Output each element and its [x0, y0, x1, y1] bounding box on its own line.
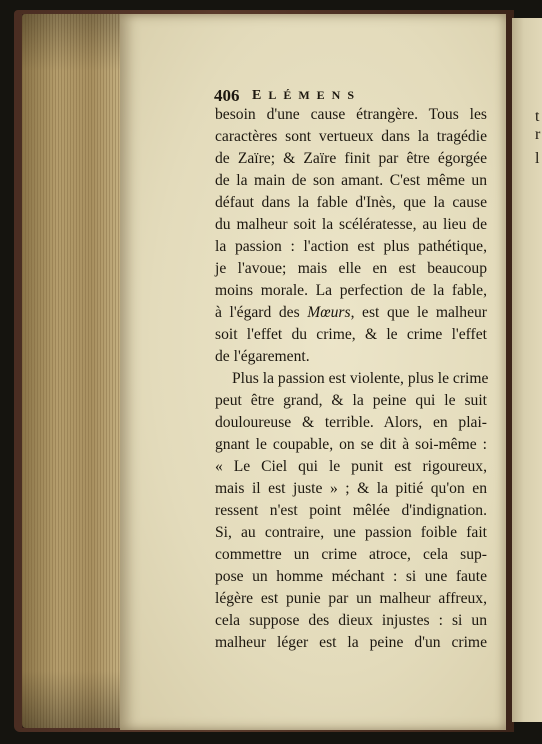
text-line: la passion : l'action est plus pathétique,	[215, 238, 487, 255]
text-line: « Le Ciel qui le punit est rigoureux,	[215, 458, 487, 475]
running-head-rest: LÉMENS	[268, 88, 362, 102]
page-edges	[22, 14, 122, 728]
page-number: 406	[214, 86, 240, 105]
text-line: moins morale. La perfection de la fable,	[215, 282, 487, 299]
text-line: défaut dans la fable d'Inès, que la cause	[215, 194, 487, 211]
text-line: de la main de son amant. C'est même un	[215, 172, 487, 189]
facing-page-glyph: r	[535, 126, 541, 143]
paragraph-first-line: Plus la passion est violente, plus le crime	[232, 370, 489, 387]
text-line: caractères sont vertueux dans la tragédie	[215, 128, 487, 145]
text-line: de Zaïre; & Zaïre finit par être égorgée	[215, 150, 487, 167]
text-line: douloureuse & terrible. Alors, en plai-	[215, 414, 487, 431]
text-line: commettre un crime atroce, cela sup-	[215, 546, 487, 563]
text-line: besoin d'une cause étrangère. Tous les	[215, 106, 487, 123]
text-line: soit l'effet du crime, & le crime l'effet	[215, 326, 487, 343]
text-line: pose un homme méchant : si une faute	[215, 568, 487, 585]
text-line: ressent n'est point mêlée d'indignation.	[215, 502, 487, 519]
text-line: peut être grand, & la peine qui le suit	[215, 392, 487, 409]
running-head	[252, 88, 361, 104]
text-line: je l'avoue; mais elle en est beaucoup	[215, 260, 487, 277]
facing-page-glyph: l	[535, 150, 540, 167]
text-line: à l'égard des Mœurs, est que le malheur	[215, 304, 487, 321]
text-line: du malheur soit la scélératesse, au lieu de	[215, 216, 487, 233]
page-header	[214, 86, 514, 106]
italic-word: Mœurs	[307, 304, 351, 321]
facing-page-glyph: t	[535, 108, 540, 125]
text-line: gnant le coupable, on se dit à soi-même :	[215, 436, 487, 453]
running-head-initial: E	[252, 88, 269, 103]
text-line: de l'égarement.	[215, 348, 310, 365]
text-line: cela suppose des dieux injustes : si un	[215, 612, 487, 629]
text-line: mais il est juste » ; & la pitié qu'on en	[215, 480, 487, 497]
text-line: Si, au contraire, une passion foible fait	[215, 524, 487, 541]
text-line: légère est punie par un malheur affreux,	[215, 590, 487, 607]
text-line: malheur léger est la peine d'un crime	[215, 634, 487, 651]
